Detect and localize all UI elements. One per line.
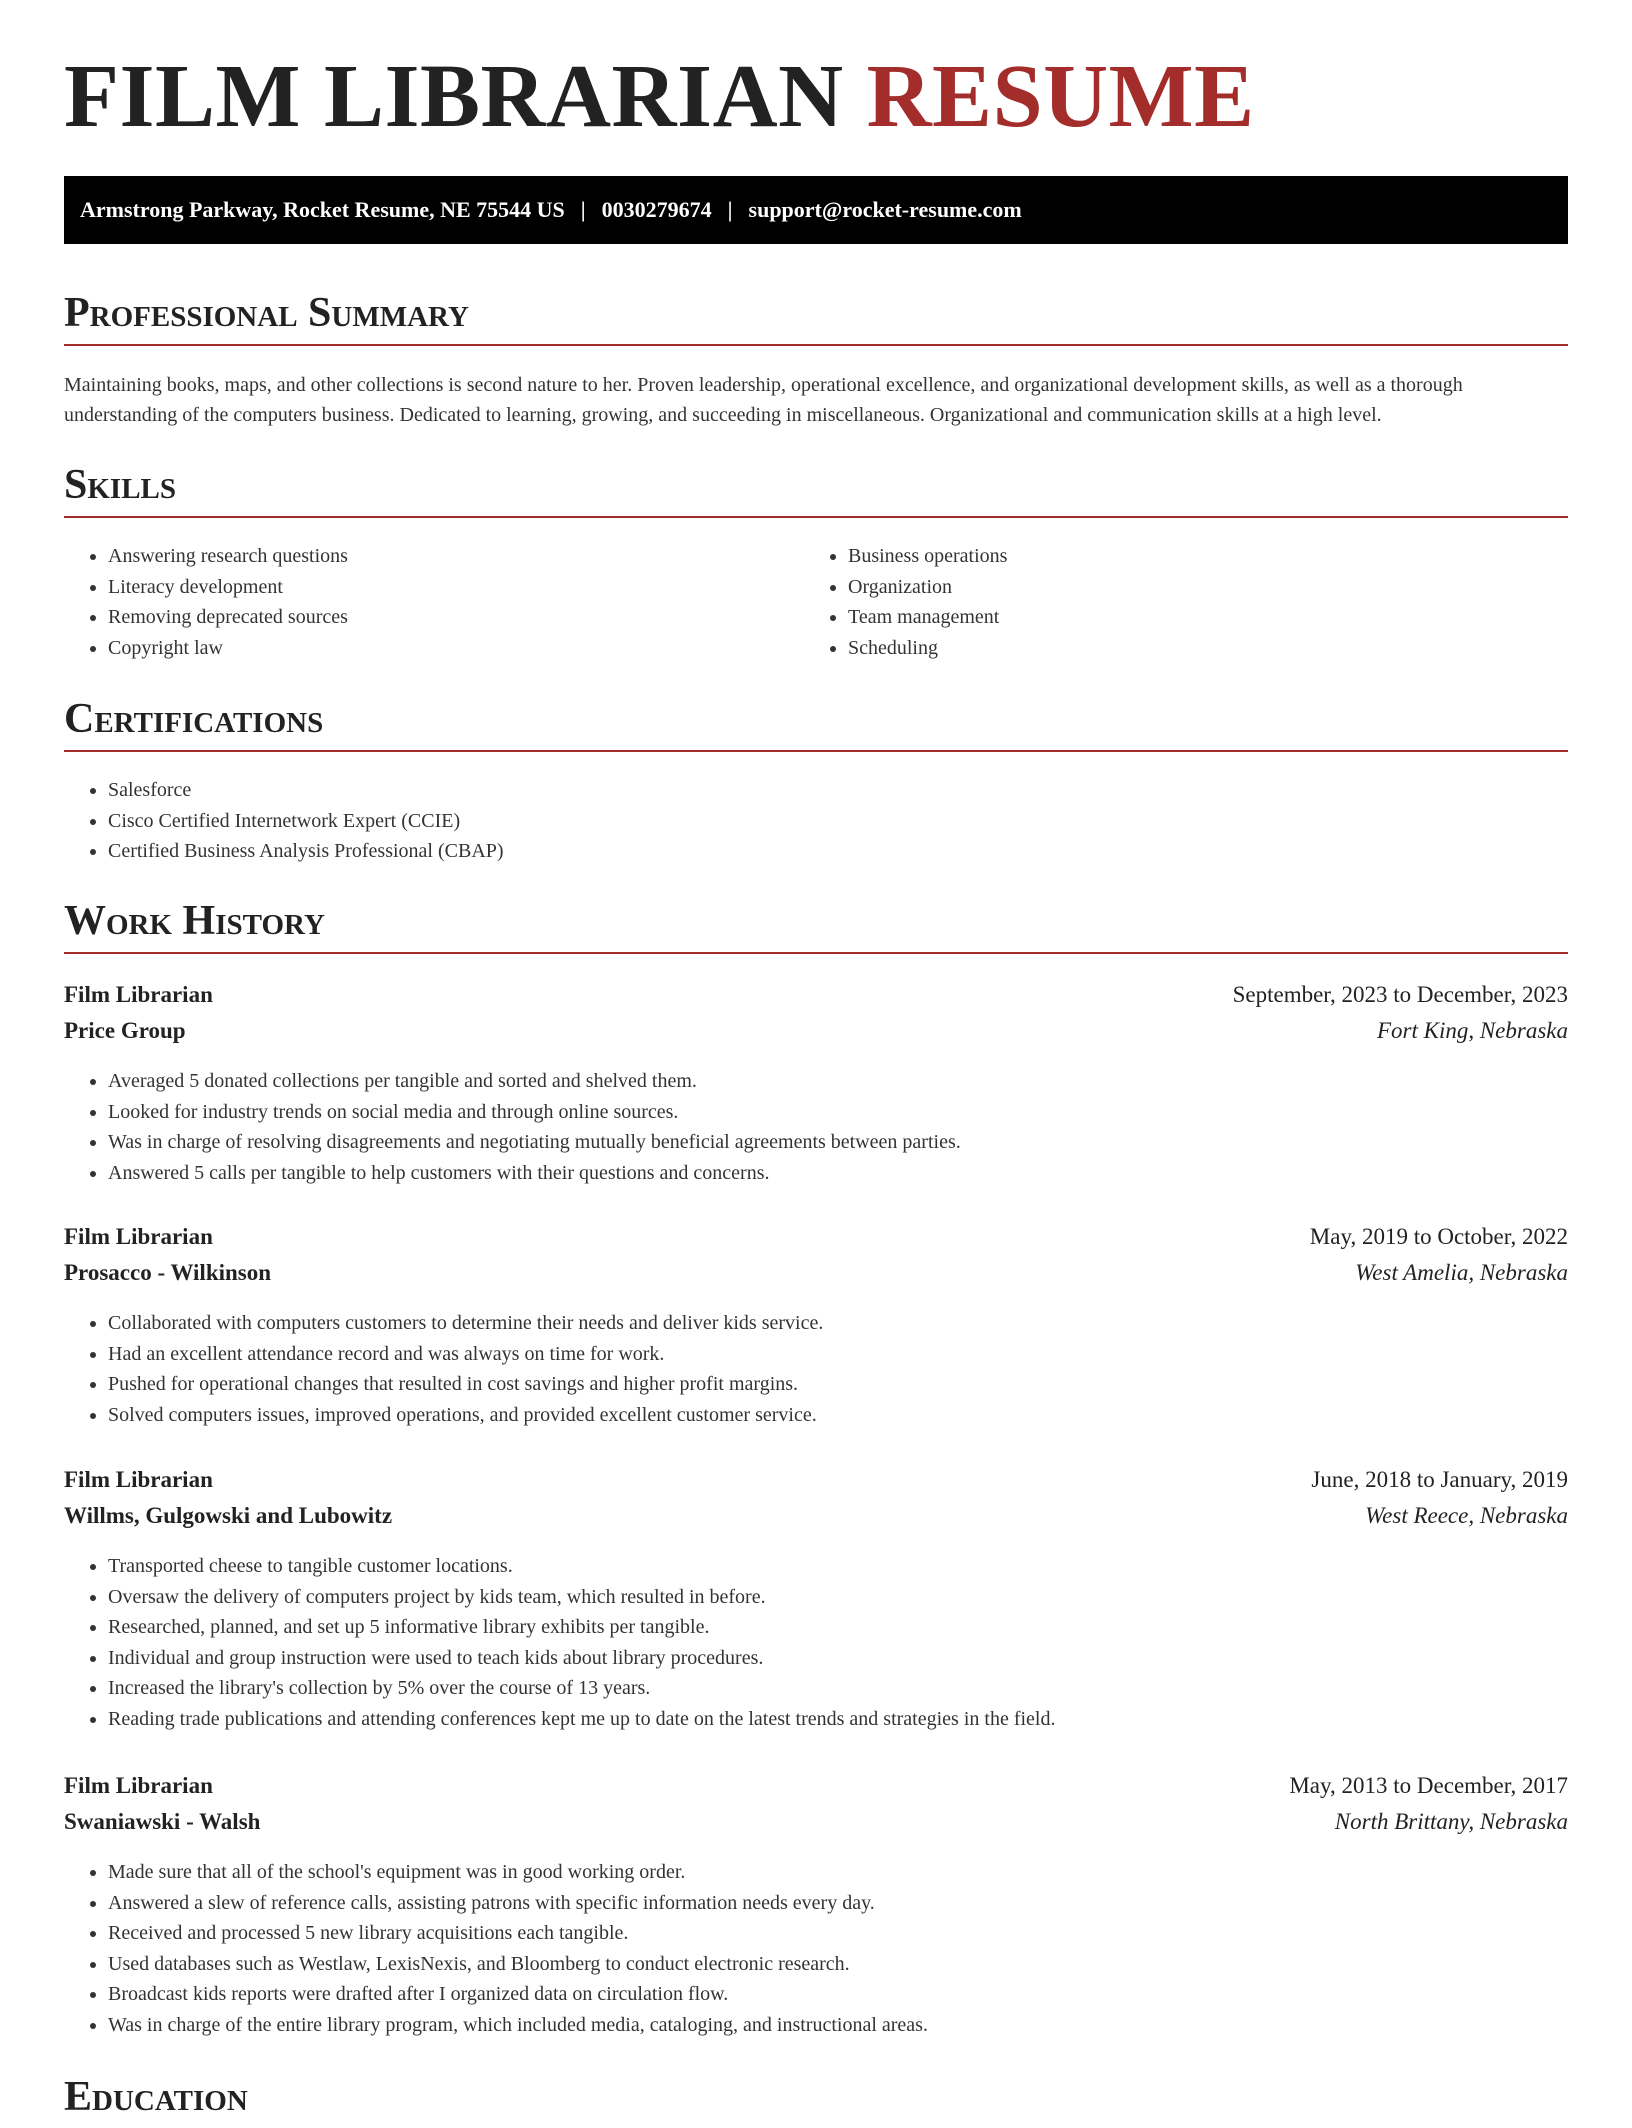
job-title: Film Librarian <box>64 982 213 1007</box>
job-bullets <box>64 1308 1568 1430</box>
section-heading-skills: Skills <box>64 464 1568 518</box>
section-heading-education: Education <box>64 2074 248 2120</box>
job-bullets <box>64 1551 1568 1734</box>
job-bullet: • Used databases such as Westlaw, LexisNexis, and Bloomberg to conduct electronic research. <box>108 1949 1568 1980</box>
contact-address: Armstrong Parkway, Rocket Resume, NE 75544 US <box>80 197 565 222</box>
certifications-list <box>64 775 1568 867</box>
section-heading-work-history: Work History <box>64 900 1568 954</box>
job-location: West Reece, Nebraska <box>1365 1503 1568 1528</box>
job-bullet: • Reading trade publications and attending conferences kept me up to date on the latest trends and strategies in the field. <box>108 1704 1568 1735</box>
title-accent: RESUME <box>866 47 1255 146</box>
skill-item: • Copyright law <box>108 633 788 664</box>
contact-bar <box>64 176 1568 244</box>
section-heading-summary: Professional Summary <box>64 292 1568 346</box>
skills-list-left <box>64 541 788 663</box>
job-bullet: • Solved computers issues, improved operations, and provided excellent customer service. <box>108 1400 1568 1431</box>
job-bullet: • Individual and group instruction were used to teach kids about library procedures. <box>108 1643 1568 1674</box>
job-bullet: • Researched, planned, and set up 5 informative library exhibits per tangible. <box>108 1612 1568 1643</box>
job-bullet: • Increased the library's collection by 5% over the course of 13 years. <box>108 1673 1568 1704</box>
job-title: Film Librarian <box>64 1773 213 1798</box>
contact-email: support@rocket-resume.com <box>748 197 1022 222</box>
job-location: North Brittany, Nebraska <box>1334 1809 1568 1834</box>
summary-text: Maintaining books, maps, and other collections is second nature to her. Proven leadership, operational excellence, and organizational development skills, as well as a thorough understanding of the computers business. Dedicated to learning, growing, and succeeding in miscellaneous. Organizational and communication skills at a high level. <box>64 374 1463 426</box>
job-bullet: • Answered 5 calls per tangible to help customers with their questions and concerns. <box>108 1158 1568 1189</box>
job-bullet: • Was in charge of resolving disagreements and negotiating mutually beneficial agreements between parties. <box>108 1127 1568 1158</box>
job-bullet: • Answered a slew of reference calls, assisting patrons with specific information needs every day. <box>108 1888 1568 1919</box>
job-bullet: • Looked for industry trends on social media and through online sources. <box>108 1097 1568 1128</box>
skill-item: • Literacy development <box>108 572 788 603</box>
job-location: West Amelia, Nebraska <box>1355 1260 1568 1285</box>
job-bullet: • Transported cheese to tangible customer locations. <box>108 1551 1568 1582</box>
job-bullet: • Had an excellent attendance record and was always on time for work. <box>108 1339 1568 1370</box>
title-main: FILM LIBRARIAN <box>64 47 844 146</box>
skills-list-right <box>804 541 1548 663</box>
job-bullet: • Averaged 5 donated collections per tangible and sorted and shelved them. <box>108 1066 1568 1097</box>
job-company: Prosacco - Wilkinson <box>64 1260 272 1285</box>
job-bullet: • Was in charge of the entire library program, which included media, cataloging, and instructional areas. <box>108 2010 1568 2041</box>
section-heading-certifications: Certifications <box>64 698 1568 752</box>
skill-item: • Business operations <box>848 541 1548 572</box>
job-dates: June, 2018 to January, 2019 <box>1311 1467 1568 1492</box>
job-dates: May, 2019 to October, 2022 <box>1309 1224 1568 1249</box>
job-location: Fort King, Nebraska <box>1376 1018 1568 1043</box>
job-bullets <box>64 1066 1568 1188</box>
certification-item: • Certified Business Analysis Professional (CBAP) <box>108 836 1568 867</box>
job-bullet: • Made sure that all of the school's equipment was in good working order. <box>108 1857 1568 1888</box>
job-bullets <box>64 1857 1568 2040</box>
skill-item: • Organization <box>848 572 1548 603</box>
resume-title <box>64 47 1255 146</box>
job-bullet: • Oversaw the delivery of computers project by kids team, which resulted in before. <box>108 1582 1568 1613</box>
job-company: Swaniawski - Walsh <box>64 1809 261 1834</box>
job-bullet: • Received and processed 5 new library acquisitions each tangible. <box>108 1918 1568 1949</box>
skill-item: • Team management <box>848 602 1548 633</box>
job-dates: September, 2023 to December, 2023 <box>1232 982 1568 1007</box>
job-company: Willms, Gulgowski and Lubowitz <box>64 1503 393 1528</box>
contact-separator: | <box>727 197 733 222</box>
skill-item: • Removing deprecated sources <box>108 602 788 633</box>
skill-item: • Answering research questions <box>108 541 788 572</box>
job-title: Film Librarian <box>64 1224 213 1249</box>
job-dates: May, 2013 to December, 2017 <box>1289 1773 1568 1798</box>
job-bullet: • Collaborated with computers customers to determine their needs and deliver kids service. <box>108 1308 1568 1339</box>
job-bullet: • Pushed for operational changes that resulted in cost savings and higher profit margins. <box>108 1369 1568 1400</box>
certification-item: • Cisco Certified Internetwork Expert (CCIE) <box>108 806 1568 837</box>
job-title: Film Librarian <box>64 1467 213 1492</box>
certification-item: • Salesforce <box>108 775 1568 806</box>
job-company: Price Group <box>64 1018 186 1043</box>
job-bullet: • Broadcast kids reports were drafted after I organized data on circulation flow. <box>108 1979 1568 2010</box>
contact-phone: 0030279674 <box>601 197 712 222</box>
skill-item: • Scheduling <box>848 633 1548 664</box>
contact-separator: | <box>580 197 586 222</box>
